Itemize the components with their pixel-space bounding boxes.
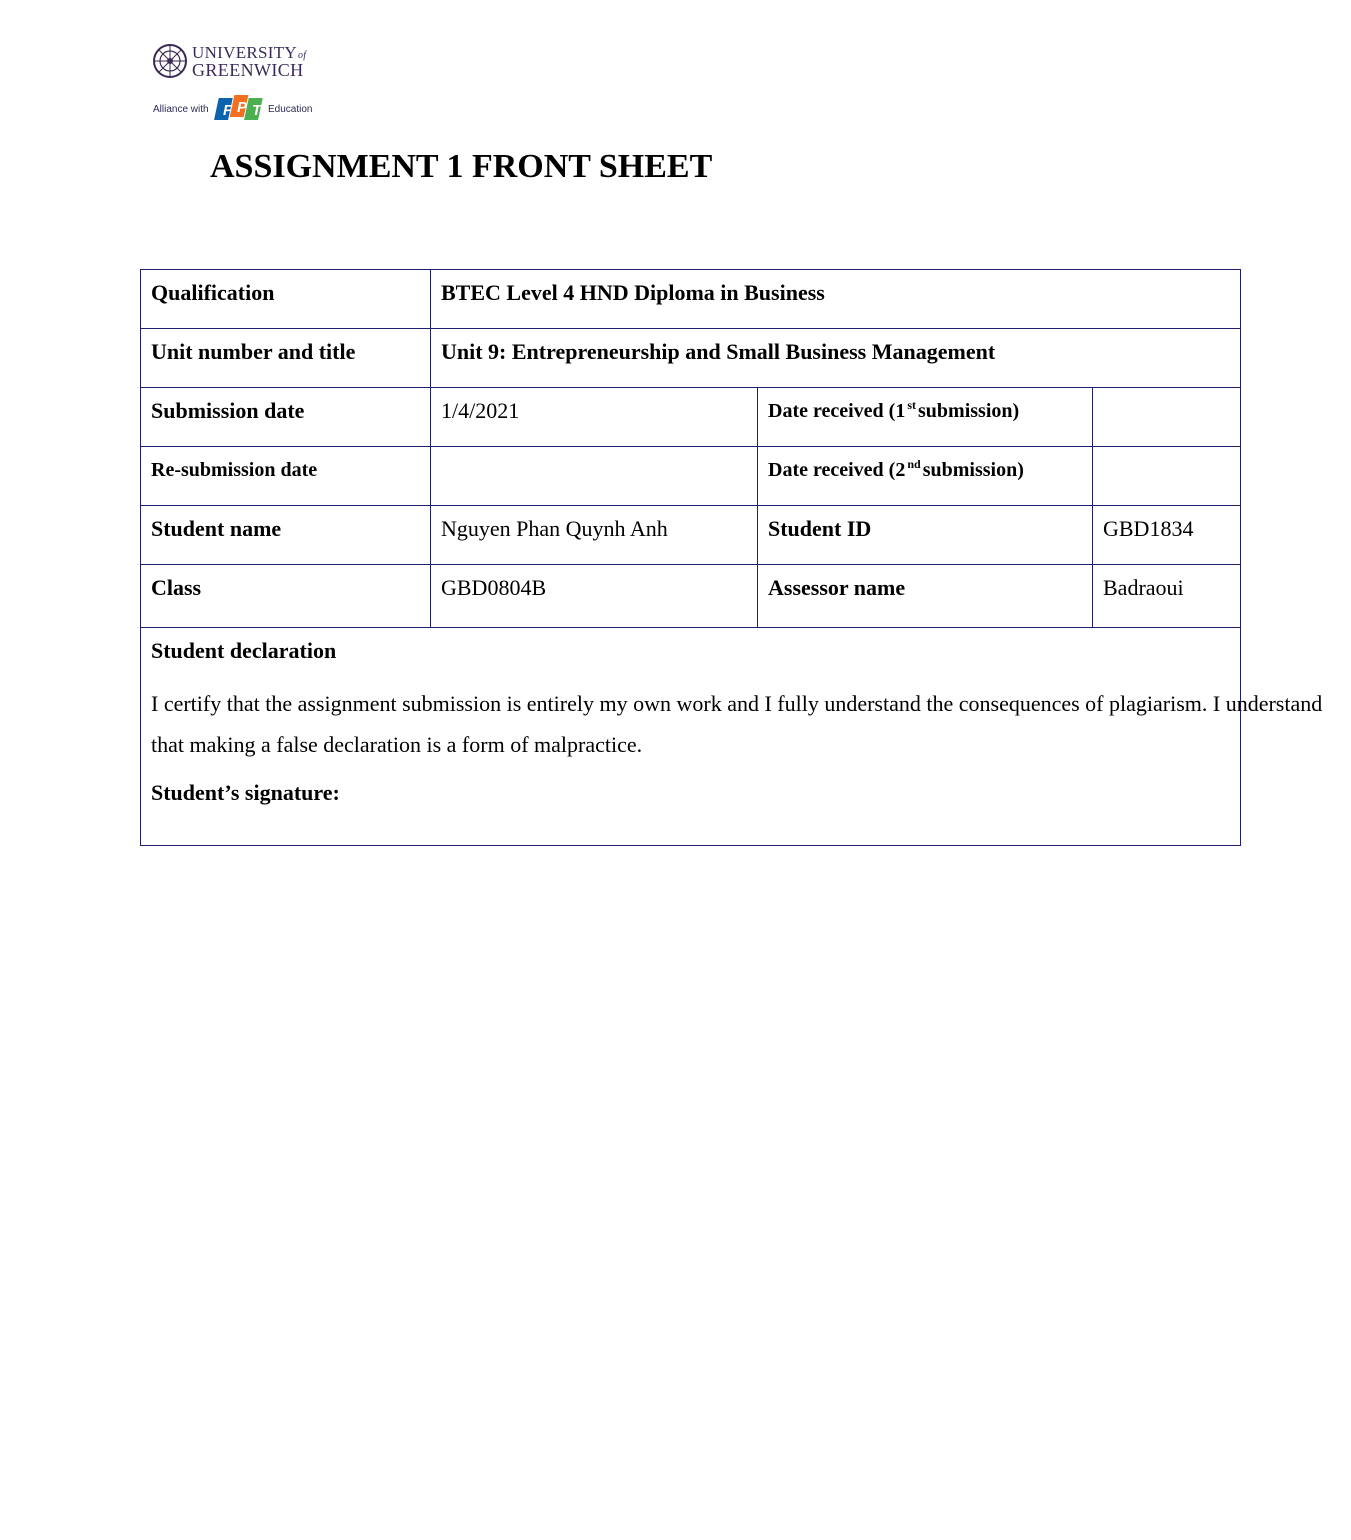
front-sheet-table — [140, 269, 1323, 846]
resubmission-date-value[interactable] — [431, 447, 758, 506]
logo-university-word: UNIVERSITY — [192, 43, 297, 62]
student-id-value[interactable]: GBD1834 — [1093, 506, 1241, 565]
table-row — [141, 447, 1241, 506]
unit-value: Unit 9: Entrepreneurship and Small Business Management — [431, 329, 1241, 388]
logo-education-text: Education — [268, 104, 313, 115]
logo-alliance-text: Alliance with — [153, 104, 209, 115]
table-row — [141, 506, 1241, 565]
fpt-letter-t: T — [252, 102, 262, 119]
declaration-cell — [141, 628, 1323, 846]
qualification-label: Qualification — [141, 270, 431, 329]
table-row — [141, 329, 1241, 388]
student-name-value[interactable]: Nguyen Phan Quynh Anh — [431, 506, 758, 565]
fpt-letter-p: P — [237, 99, 248, 116]
date-received-1-value[interactable] — [1093, 388, 1241, 447]
fpt-logo-icon — [212, 92, 266, 126]
date-received-2-value[interactable] — [1093, 447, 1241, 506]
fpt-letter-f: F — [223, 102, 233, 119]
date-received-2-sup: nd — [907, 457, 921, 471]
logo-greenwich-text: GREENWICH — [192, 60, 304, 80]
date-received-1-prefix: Date received (1 — [768, 400, 906, 422]
table-row — [141, 388, 1241, 447]
declaration-text: I certify that the assignment submission is entirely my own work and I fully understand the consequences of plagiarism. I understand that making a false declaration is a form of malpractice. — [151, 691, 1323, 757]
submission-date-label: Submission date — [141, 388, 431, 447]
table-row — [141, 565, 1241, 628]
page-title: ASSIGNMENT 1 FRONT SHEET — [210, 148, 713, 185]
assessor-name-value[interactable]: Badraoui — [1093, 565, 1241, 628]
student-name-label: Student name — [141, 506, 431, 565]
university-logo — [150, 40, 320, 130]
university-crest-icon — [152, 43, 188, 79]
class-value[interactable]: GBD0804B — [431, 565, 758, 628]
table-row — [141, 628, 1241, 846]
date-received-2-prefix: Date received (2 — [768, 459, 906, 481]
submission-date-value[interactable]: 1/4/2021 — [431, 388, 758, 447]
qualification-value: BTEC Level 4 HND Diploma in Business — [431, 270, 1241, 329]
signature-label: Student’s signature: — [151, 780, 340, 805]
date-received-1-sup: st — [907, 398, 917, 412]
date-received-1-label — [758, 388, 1093, 447]
logo-of-word: of — [298, 50, 307, 61]
date-received-2-suffix: submission) — [922, 459, 1024, 481]
declaration-heading: Student declaration — [151, 638, 337, 663]
class-label: Class — [141, 565, 431, 628]
table-row — [141, 270, 1241, 329]
resubmission-date-label: Re-submission date — [141, 447, 431, 506]
student-id-label: Student ID — [758, 506, 1093, 565]
assessor-name-label: Assessor name — [758, 565, 1093, 628]
date-received-1-suffix: submission) — [918, 400, 1020, 422]
date-received-2-label — [758, 447, 1093, 506]
unit-label: Unit number and title — [141, 329, 431, 388]
